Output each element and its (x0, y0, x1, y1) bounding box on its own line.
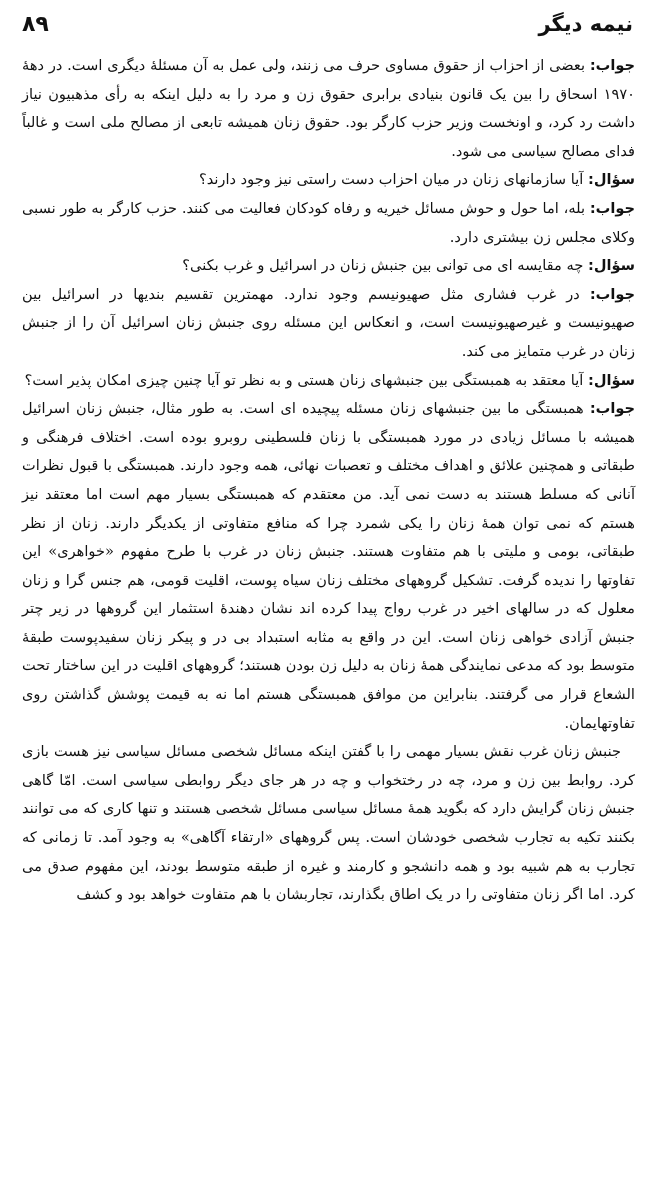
question-label: سؤال: (587, 171, 635, 189)
answer-label: جواب: (589, 400, 636, 418)
closing-paragraph: جنبش زنان غرب نقش بسیار مهمی را با گفتن اینکه مسائل شخصی مسائل سیاسی نیز هست بازی کرد. روابط بین زن و مرد، چه در رختخواب و چه در هر جای دیگر روابطی سیاسی است. امّا گاهی جنبش زنان گرایش دارد که بگوید همهٔ مسائل سیاسی مسائل شخصی هستند و تنها کاری که می توانند بکنند تکیه به تجارب شخصی خودشان است. پس گروههای «ارتقاء آگاهی» به وجود آمد. تا زمانی که تجارب به هم شبیه بود و همه دانشجو و کارمند و غیره از طبقه متوسط بودند، این مفهوم صدق می کرد. اما اگر زنان متفاوتی را در یک اطاق بگذارند، تجاربشان با هم متفاوت خواهد بود و کشف (22, 743, 635, 904)
page-body (22, 52, 635, 1192)
question-label: سؤال: (587, 371, 635, 389)
qa-block-answer-3 (22, 281, 635, 367)
question-text: چه مقایسه ای می توانی بین جنبش زنان در اسرائیل و غرب بکنی؟ (182, 257, 584, 275)
page-number: ۸۹ (22, 11, 49, 37)
answer-text: بعضی از احزاب از حقوق مساوی حرف می زنند، ولی عمل به آن مسئلهٔ دیگری است. در دههٔ ۱۹۷۰ اسحاق را بین یک قانون بنیادی برابری حقوق زن و مرد را به دلیل اینکه به رأی مذهبیون نیاز داشت رد کرد، و اونخست وزیر حزب کارگر بود. حقوق زنان همیشه تابعی از مصالح ملی است و غالباً فدای مصالح سیاسی می شود. (22, 57, 635, 160)
answer-label: جواب: (589, 199, 636, 217)
answer-label: جواب: (589, 57, 635, 74)
qa-block-answer-2 (22, 195, 635, 252)
answer-text: در غرب فشاری مثل صهیونیسم وجود ندارد. مهمترین تقسیم بندیها در اسرائیل بین صهیونیست و غیرصهیونیست است، و انعکاس این مسئله روی جنبش زنان اسرائیل آن را از جنبش زنان در غرب متمایز می کند. (22, 285, 635, 360)
answer-label: جواب: (589, 285, 635, 303)
qa-block-answer-1 (22, 52, 635, 166)
qa-block-question-1 (22, 166, 635, 195)
question-text: آیا سازمانهای زنان در میان احزاب دست راستی نیز وجود دارند؟ (198, 171, 584, 189)
question-text: آیا معتقد به همبستگی بین جنبشهای زنان هستی و به نظر تو آیا چنین چیزی امکان پذیر است؟ (24, 371, 584, 389)
qa-block-question-3 (22, 367, 635, 396)
qa-block-answer-4 (22, 395, 635, 738)
answer-text: همبستگی ما بین جنبشهای زنان مسئله پیچیده ای است. به طور مثال، جنبش زنان اسرائیل همیشه با مسائل زیادی در مورد همبستگی با زنان فلسطینی روبرو بوده است. اختلاف فرهنگی و طبقاتی و همچنین علائق و اهداف مختلف و تعصبات نهائی، همه وجود دارند. همبستگی با قبول نظرات آنانی که مسلط هستند به دست نمی آید. من معتقدم که همبستگی بسیار مهم است اما معتقد نیز هستم که نمی توان همهٔ زنان را یکی شمرد چرا که منافع متفاوتی از یکدیگر دارند. زنان از نظر طبقاتی، بومی و ملیتی با هم متفاوت هستند. جنبش زنان در غرب با طرح مفهوم «خواهری» این تفاوتها را ندیده گرفت. تشکیل گروههای مختلف زنان سیاه پوست، اقلیت قومی، هم جنس گرا و زنان معلول که در سالهای اخیر در غرب رواج پیدا کرده اند نشان دهندهٔ استثمار این گروهها در زیر چتر جنبش آزادی خواهی زنان است. این در واقع به مثابه استبداد بی در و پیکر زنان سفیدپوست طبقهٔ متوسط بود که مدعی نمایندگی همهٔ زنان به دلیل زن بودن هستند؛ گروههای اقلیت در این ساختار تحت الشعاع قرار می گرفتند. بنابراین من موافق همبستگی هستم اما نه به قیمت پوشش گذاشتن روی تفاوتهایمان. (22, 400, 635, 732)
question-label: سؤال: (587, 257, 635, 275)
qa-block-question-2 (22, 252, 635, 281)
answer-text: بله، اما حول و حوش مسائل خیریه و رفاه کودکان فعالیت می کنند. حزب کارگر به طور نسبی وکلای مجلس زن بیشتری دارد. (22, 199, 635, 246)
page-header (22, 6, 633, 42)
running-title: نیمه دیگر (538, 12, 633, 36)
